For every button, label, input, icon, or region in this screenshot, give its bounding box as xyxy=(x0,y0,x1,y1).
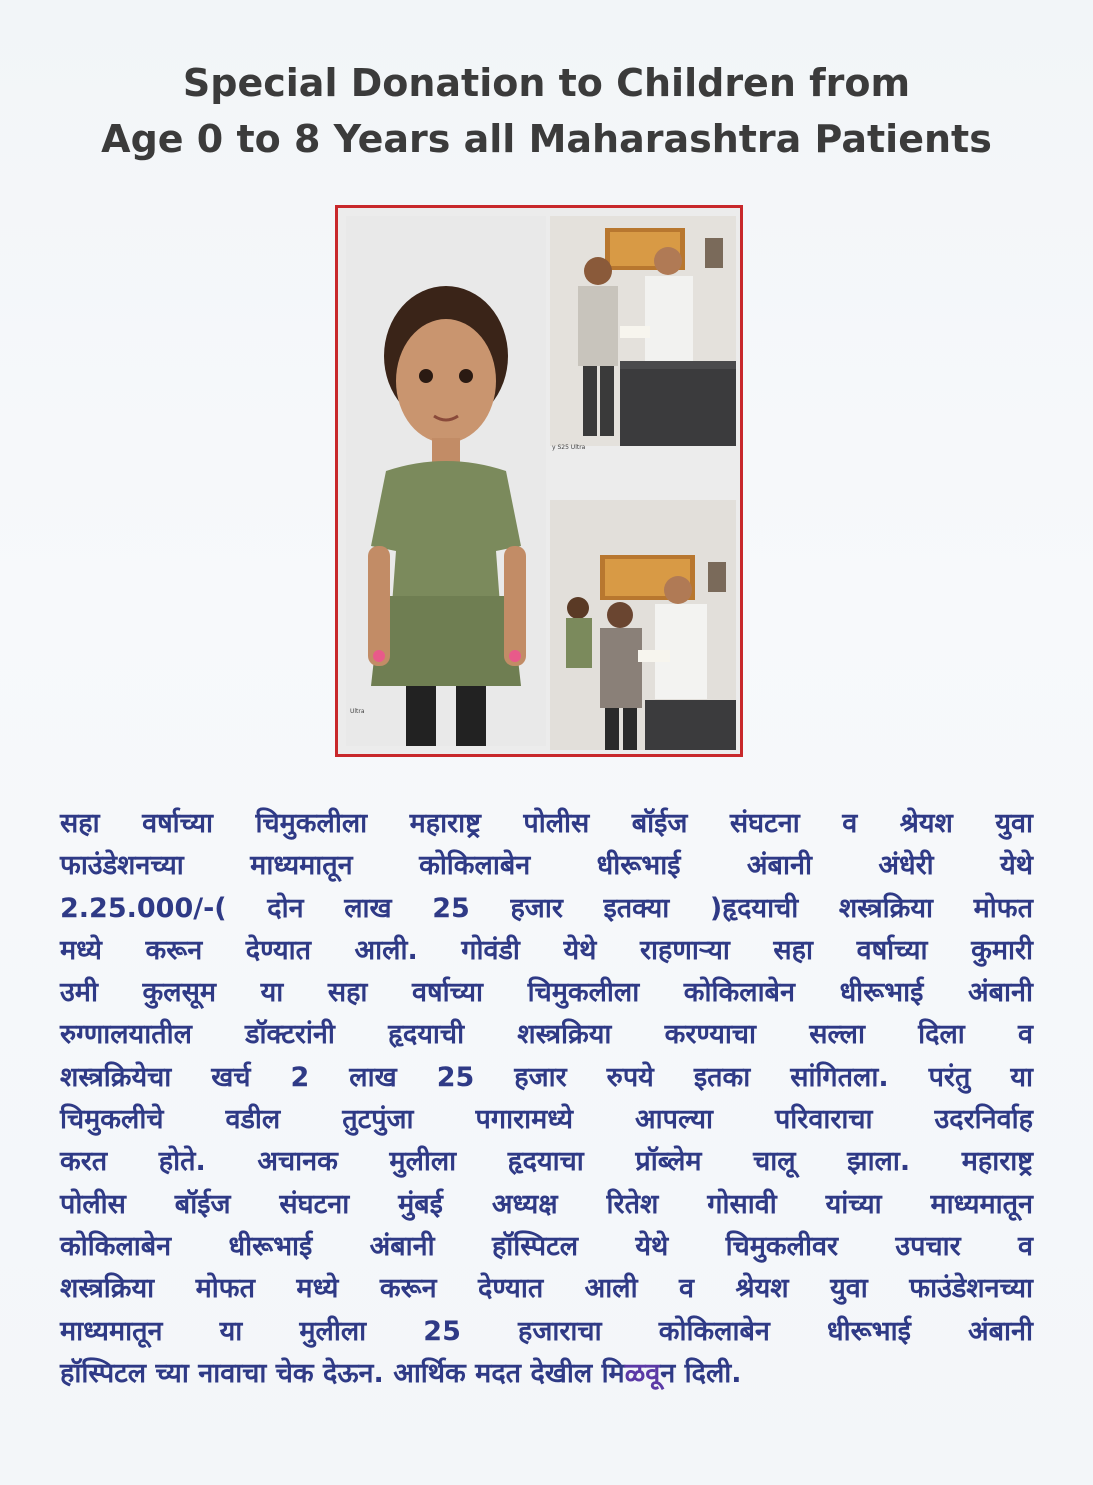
article-line: चिमुकलीचे वडील तुटपुंजा पगारामध्ये आपल्या परिवाराचा उदरनिर्वाह xyxy=(60,1104,1033,1136)
photo-collage xyxy=(335,205,743,757)
last-line-end: न दिली. xyxy=(660,1357,742,1389)
article-last-line xyxy=(60,1353,1033,1395)
article-line: करत होते. अचानक मुलीला हृदयाचा प्रॉब्लेम चालू झाला. महाराष्ट्र xyxy=(60,1146,1033,1178)
article-line: उमी कुलसूम या सहा वर्षाच्या चिमुकलीला कोकिलाबेन धीरूभाई अंबानी xyxy=(60,977,1033,1009)
handwritten-correction: ळवू xyxy=(624,1357,661,1389)
article-line: पोलीस बॉईज संघटना मुंबई अध्यक्ष रितेश गोसावी यांच्या माध्यमातून xyxy=(60,1188,1033,1220)
article-line: रुग्णालयातील डॉक्टरांनी हृदयाची शस्त्रक्रिया करण्याचा सल्ला दिला व xyxy=(60,1019,1033,1051)
girl-portrait-photo xyxy=(346,216,546,746)
cheque-handover-photo-bottom xyxy=(550,500,736,750)
article-line: कोकिलाबेन धीरूभाई अंबानी हॉस्पिटल येथे चिमुकलीवर उपचार व xyxy=(60,1230,1033,1262)
photo-watermark-left: Ultra xyxy=(350,708,365,715)
article-line: 2.25.000/-( दोन लाख 25 हजार इतक्या )हृदयाची शस्त्रक्रिया मोफत xyxy=(60,892,1033,924)
title-line-2: Age 0 to 8 Years all Maharashtra Patients xyxy=(101,117,992,161)
cheque-handover-photo-top xyxy=(550,216,736,451)
photo-watermark-top: y S25 Ultra xyxy=(552,444,586,451)
article-line: माध्यमातून या मुलीला 25 हजाराचा कोकिलाबेन धीरूभाई अंबानी xyxy=(60,1315,1033,1347)
article-line: सहा वर्षाच्या चिमुकलीला महाराष्ट्र पोलीस बॉईज संघटना व श्रेयश युवा xyxy=(60,808,1033,839)
article-line: शस्त्रक्रिया मोफत मध्ये करून देण्यात आली व श्रेयश युवा फाउंडेशनच्या xyxy=(60,1273,1033,1305)
article-body xyxy=(60,803,1033,1395)
last-line-start: हॉस्पिटल च्या नावाचा चेक देऊन. आर्थिक मदत देखील मि xyxy=(60,1357,625,1389)
article-line: शस्त्रक्रियेचा खर्च 2 लाख 25 हजार रुपये इतका सांगितला. परंतु या xyxy=(60,1061,1033,1093)
title-line-1: Special Donation to Children from xyxy=(182,61,911,105)
page-title xyxy=(40,55,1053,167)
article-line: फाउंडेशनच्या माध्यमातून कोकिलाबेन धीरूभाई अंबानी अंधेरी येथे xyxy=(60,850,1033,882)
article-line: मध्ये करून देण्यात आली. गोवंडी येथे राहणाऱ्या सहा वर्षाच्या कुमारी xyxy=(60,934,1033,966)
